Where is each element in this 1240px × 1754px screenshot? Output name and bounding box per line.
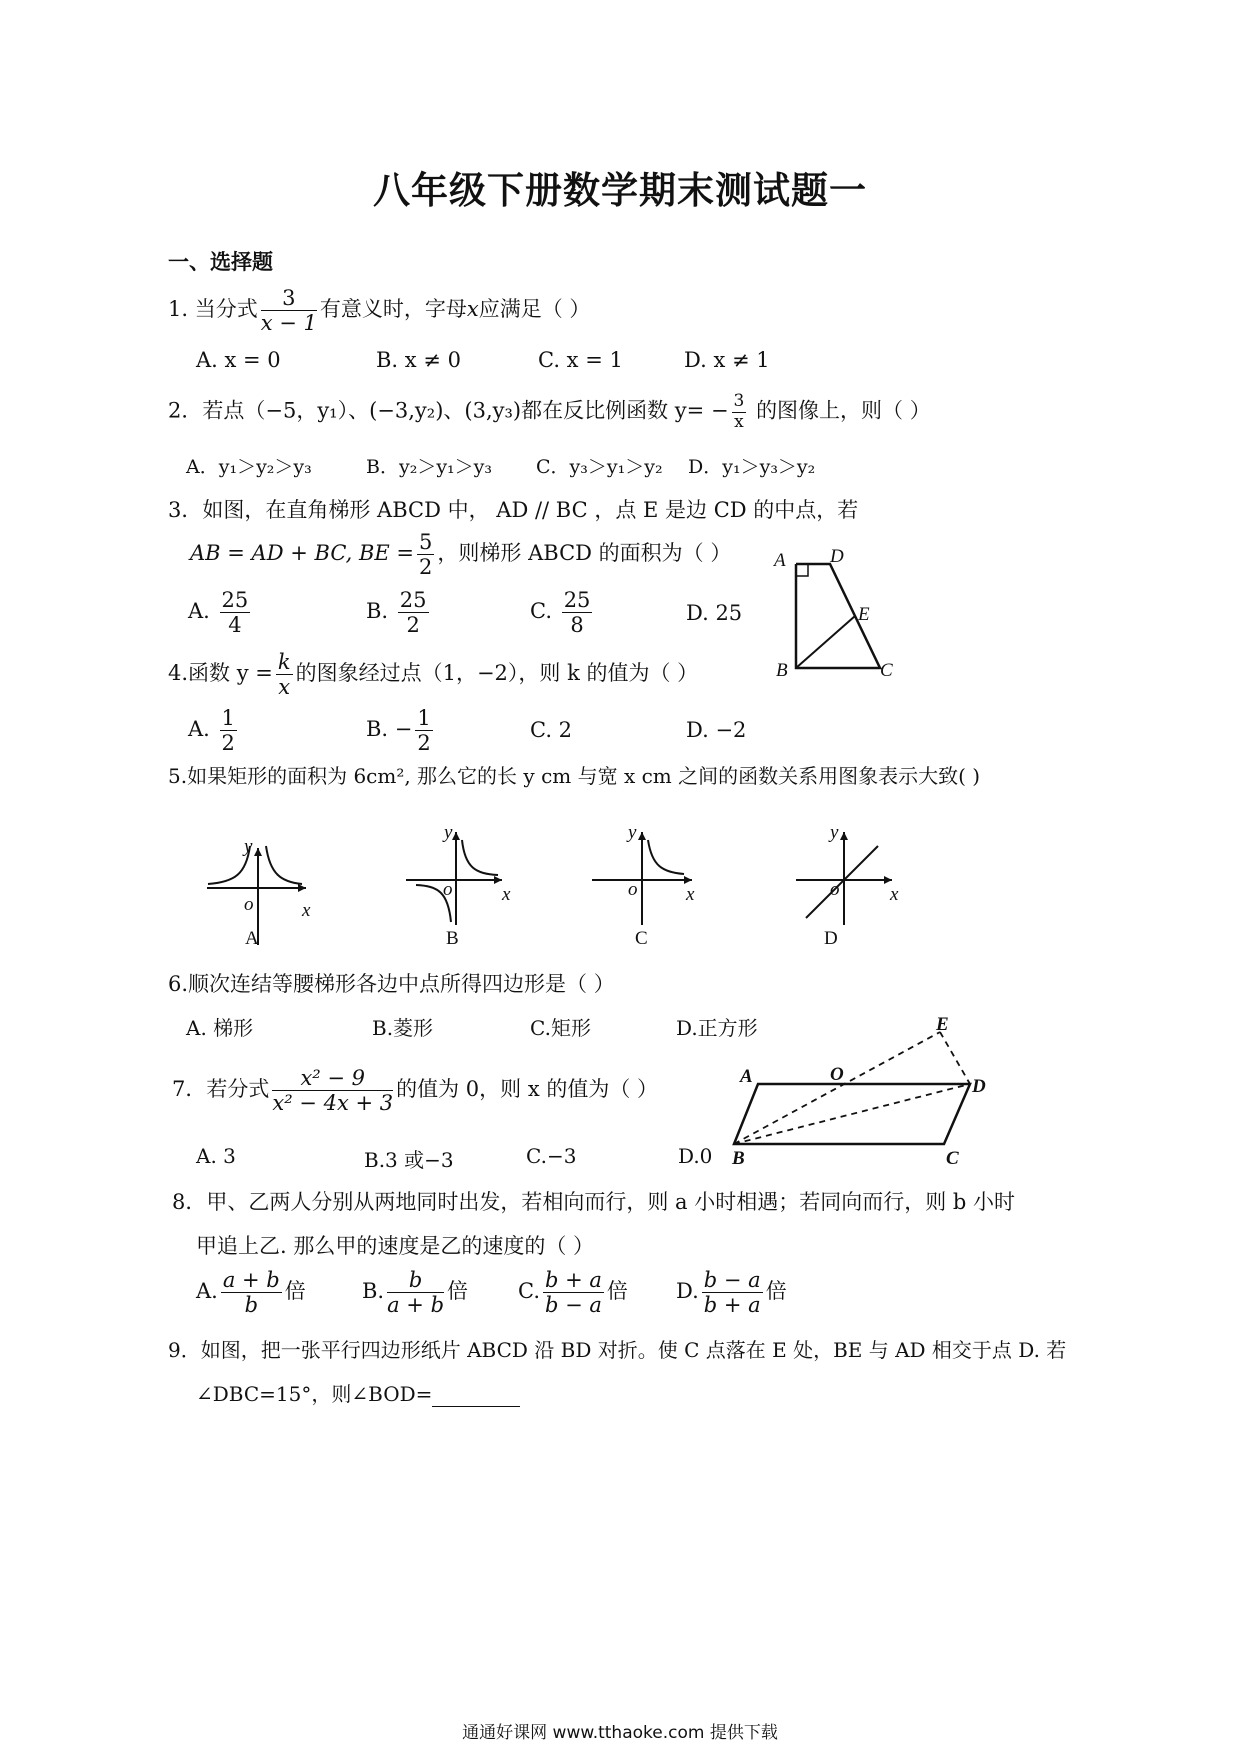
question-5: 5.如果矩形的面积为 6cm², 那么它的长 y cm 与宽 x cm 之间的函数关系用图象表示大致( )	[168, 764, 981, 788]
q8-c-unit: 倍	[606, 1279, 628, 1304]
graph-b-x: x	[502, 884, 511, 905]
q1-option-b: B. x ≠ 0	[376, 348, 461, 372]
q6-option-b: B.菱形	[372, 1016, 434, 1040]
q2-option-c: C．y₃＞y₁＞y₂	[536, 456, 663, 478]
label-E: E	[936, 1014, 949, 1035]
question-9-line1: 9．如图，把一张平行四边形纸片 ABCD 沿 BD 对折。使 C 点落在 E 处，BE 与 AD 相交于点 D. 若	[168, 1338, 1067, 1362]
q3-c-label: C.	[530, 599, 552, 624]
q1-frac-num: 3	[261, 286, 317, 311]
q8-d-unit: 倍	[765, 1279, 787, 1304]
label-A: A	[740, 1066, 753, 1087]
q1-option-d: D. x ≠ 1	[684, 348, 770, 372]
question-9-line2	[196, 1378, 520, 1407]
question-8-line1: 8．甲、乙两人分别从两地同时出发，若相向而行，则 a 小时相遇；若同向而行，则 b 小时	[172, 1190, 1016, 1214]
q3-a-num: 25	[221, 588, 249, 612]
graph-a-x: x	[302, 900, 311, 921]
q2-option-a: A．y₁＞y₂＞y₃	[186, 456, 312, 478]
q4-b-num: 1	[417, 706, 431, 730]
page-title: 八年级下册数学期末测试题一	[373, 169, 867, 212]
label-D: D	[830, 546, 844, 567]
q2-frac-den: x	[734, 411, 744, 432]
q2-text: 2．若点（−5，y₁）、(−3,y₂)、(3,y₃)都在反比例函数 y=	[168, 398, 705, 423]
q4-option-d: D. −2	[686, 718, 747, 742]
q3-a-label: A.	[188, 599, 210, 624]
graph-a-label: A	[245, 928, 259, 949]
graph-b-label: B	[446, 928, 459, 949]
q8-a-frac	[221, 1268, 282, 1317]
q8-a-num: a + b	[222, 1268, 280, 1292]
q9-text: ∠DBC=15°，则∠BOD=	[196, 1382, 433, 1406]
q4-frac-num: k	[277, 650, 291, 674]
q8-a-den: b	[244, 1293, 259, 1318]
q7-frac-den: x² − 4x + 3	[272, 1091, 394, 1116]
label-C: C	[880, 660, 893, 681]
q3-suffix: ，则梯形 ABCD 的面积为（ ）	[437, 541, 732, 566]
q3-option-d: D. 25	[686, 601, 743, 625]
q1-var: x	[466, 297, 479, 322]
q4-b-sign: −	[394, 717, 413, 742]
q7-suffix: 的值为 0，则 x 的值为（ ）	[396, 1077, 659, 1102]
graph-d-o: o	[830, 879, 840, 900]
q7-option-a: A. 3	[196, 1144, 236, 1168]
q1-option-a: A. x = 0	[196, 348, 281, 372]
q1-prefix: 1. 当分式	[168, 297, 258, 322]
q2-frac-num: 3	[733, 391, 745, 411]
label-B: B	[732, 1148, 745, 1169]
q7-option-b: B.3 或−3	[364, 1148, 454, 1172]
label-E: E	[858, 604, 870, 625]
question-8-line2: 甲追上乙. 那么甲的速度是乙的速度的（ ）	[196, 1234, 595, 1258]
q3-b-label: B.	[366, 599, 389, 624]
q3-b-num: 25	[399, 588, 427, 612]
q8-c-label: C.	[518, 1279, 540, 1304]
q7-option-c: C.−3	[526, 1144, 577, 1168]
section-heading: 一、选择题	[168, 250, 273, 274]
q8-option-d	[676, 1268, 787, 1317]
q8-option-a	[196, 1268, 306, 1317]
graph-c-y: y	[628, 822, 637, 843]
q8-a-label: A.	[196, 1279, 218, 1304]
label-B: B	[776, 660, 788, 681]
q4-a-num: 1	[221, 706, 235, 730]
q4-option-c: C. 2	[530, 718, 573, 742]
q7-frac-num: x² − 9	[272, 1066, 393, 1091]
q8-b-den: a + b	[387, 1293, 445, 1318]
q3-c-num: 25	[563, 588, 591, 612]
q3-a-den: 4	[228, 613, 242, 638]
q4-a-den: 2	[221, 731, 235, 756]
graph-c-x: x	[686, 884, 695, 905]
q2-option-d: D．y₁＞y₃＞y₂	[688, 456, 816, 478]
graph-b-y: y	[444, 822, 453, 843]
q8-c-num: b + a	[545, 1268, 602, 1292]
q1-suffix: 有意义时，字母	[319, 297, 467, 322]
question-6: 6.顺次连结等腰梯形各边中点所得四边形是（ ）	[168, 972, 615, 996]
q8-d-den: b + a	[703, 1293, 761, 1318]
graph-a-o: o	[244, 894, 254, 915]
q8-option-c	[518, 1268, 628, 1317]
q8-b-label: B.	[362, 1279, 385, 1304]
q9-answer-blank[interactable]	[432, 1386, 520, 1407]
q2-suffix: 的图像上，则（ ）	[756, 398, 931, 423]
q6-option-c: C.矩形	[530, 1016, 591, 1040]
q8-b-num: b	[387, 1268, 444, 1293]
q8-d-num: b − a	[703, 1268, 761, 1292]
q7-option-d: D.0	[678, 1144, 713, 1168]
q3-c-den: 8	[570, 613, 584, 638]
q1-frac-den: x − 1	[260, 311, 317, 336]
graph-d-label: D	[824, 928, 838, 949]
question-3-line1: 3．如图，在直角梯形 ABCD 中， AD // BC ，点 E 是边 CD 的中点，若	[168, 498, 859, 522]
graph-c-label: C	[635, 928, 648, 949]
footer: 通通好课网 www.tthaoke.com 提供下载	[462, 1723, 778, 1743]
q2-frac-sign: −	[710, 398, 729, 423]
q1-suffix2: 应满足（ ）	[478, 297, 591, 322]
q8-c-frac	[543, 1268, 604, 1317]
q8-option-b	[362, 1268, 468, 1317]
q1-option-c: C. x = 1	[538, 348, 623, 372]
q7-prefix: 7．若分式	[172, 1077, 270, 1102]
label-O: O	[830, 1064, 844, 1085]
graph-d-y: y	[830, 822, 839, 843]
q4-b-label: B.	[366, 717, 389, 742]
q4-suffix: 的图象经过点（1，−2），则 k 的值为（ ）	[295, 661, 699, 686]
q3-b-den: 2	[406, 613, 420, 638]
label-A: A	[774, 550, 786, 571]
q8-b-frac	[387, 1268, 444, 1317]
q8-a-unit: 倍	[284, 1279, 306, 1304]
q4-a-label: A.	[188, 717, 210, 742]
graph-c-o: o	[628, 879, 638, 900]
q8-c-den: b − a	[545, 1293, 602, 1318]
q3-frac-num: 5	[419, 530, 433, 554]
q4-prefix: 4.函数 y =	[168, 661, 273, 686]
q8-b-unit: 倍	[447, 1279, 469, 1304]
q4-frac-den: x	[278, 675, 291, 700]
q3-frac-den: 2	[419, 555, 433, 580]
graph-a-y: y	[244, 836, 253, 857]
q3-eq: AB = AD + BC, BE =	[190, 541, 415, 566]
q6-option-a: A. 梯形	[186, 1016, 254, 1040]
graph-d-x: x	[890, 884, 899, 905]
q2-option-b: B．y₂＞y₁＞y₃	[366, 456, 493, 478]
graph-b-o: o	[443, 879, 453, 900]
q8-d-frac	[702, 1268, 763, 1317]
label-C: C	[946, 1148, 959, 1169]
q4-b-den: 2	[417, 731, 431, 756]
q8-d-label: D.	[676, 1279, 699, 1304]
label-D: D	[972, 1076, 986, 1097]
q6-option-d: D.正方形	[676, 1016, 758, 1040]
